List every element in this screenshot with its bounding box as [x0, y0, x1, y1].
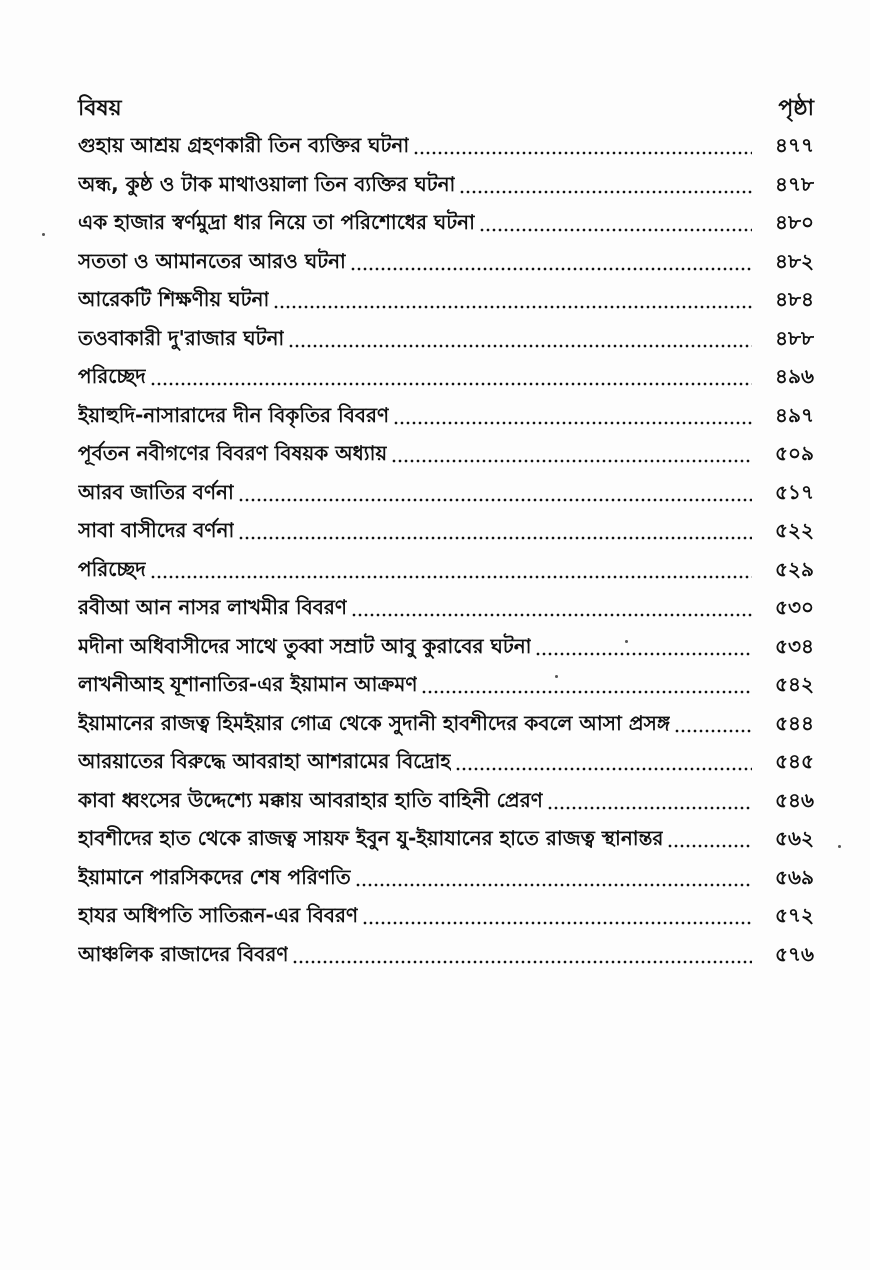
page-speck: [838, 845, 841, 848]
toc-entry-list: [78, 126, 814, 973]
toc-entry: [78, 627, 814, 666]
toc-entry: [78, 165, 814, 204]
dot-leader: [351, 613, 752, 617]
entry-title: পরিচ্ছেদ: [78, 364, 146, 388]
entry-page-number: ৪৮৮: [775, 325, 814, 350]
toc-entry: [78, 319, 814, 358]
entry-page-number: ৫৭৬: [775, 941, 814, 966]
entry-title: গুহায় আশ্রয় গ্রহণকারী তিন ব্যক্তির ঘটনা: [78, 133, 410, 157]
entry-title: সততা ও আমানতের আরও ঘটনা: [78, 248, 346, 273]
entry-page-number: ৫৬২: [775, 826, 814, 850]
dot-leader: [362, 921, 752, 925]
dot-leader: [355, 883, 752, 887]
entry-page-number: ৪৭৭: [775, 133, 814, 157]
toc-entry: [78, 742, 814, 781]
entry-title: আঞ্চলিক রাজাদের বিবরণ: [78, 941, 289, 966]
dot-leader: [350, 267, 752, 271]
entry-title: আরব জাতির বর্ণনা: [78, 479, 234, 504]
entry-page-number: ৫৩০: [775, 595, 814, 619]
dot-leader: [292, 960, 752, 964]
dot-leader: [535, 652, 752, 656]
entry-page-number: ৫১৭: [775, 479, 814, 504]
toc-entry: [78, 511, 814, 550]
dot-leader: [413, 151, 752, 155]
entry-page-number: ৪৮০: [775, 210, 814, 234]
entry-title: রবীআ আন নাসর লাখমীর বিবরণ: [78, 595, 347, 619]
entry-page-number: ৫৬৯: [775, 864, 814, 889]
entry-page-number: ৪৮৪: [775, 287, 814, 311]
toc-entry: [78, 704, 814, 743]
dot-leader: [150, 575, 752, 579]
dot-leader: [479, 228, 752, 232]
dot-leader: [238, 536, 752, 540]
entry-page-number: ৫৪৫: [775, 749, 814, 773]
entry-page-number: ৪৯৬: [775, 364, 814, 388]
entry-title: অন্ধ, কুষ্ঠ ও টাক মাথাওয়ালা তিন ব্যক্তির ঘটনা: [78, 171, 456, 196]
dot-leader: [459, 190, 752, 194]
entry-page-number: ৪৭৮: [775, 171, 814, 196]
entry-title: আরয়াতের বিরুদ্ধে আবরাহা আশরামের বিদ্রোহ: [78, 749, 451, 773]
toc-entry: [78, 434, 814, 473]
subject-column-heading: বিষয়: [78, 96, 122, 121]
toc-entry: [78, 280, 814, 319]
entry-page-number: ৫৩৪: [775, 633, 814, 658]
entry-title: পূর্বতন নবীগণের বিবরণ বিষয়ক অধ্যায়: [78, 441, 388, 465]
entry-title: কাবা ধ্বংসের উদ্দেশ্যে মক্কায় আবরাহার হাতি বাহিনী প্রেরণ: [78, 787, 543, 812]
entry-title: এক হাজার স্বর্ণমুদ্রা ধার নিয়ে তা পরিশোধের ঘটনা: [78, 210, 475, 234]
entry-page-number: ৫৪৪: [775, 710, 814, 735]
entry-page-number: ৫২৯: [775, 556, 814, 581]
entry-page-number: ৫০৯: [775, 441, 814, 465]
toc-entry: [78, 473, 814, 512]
entry-page-number: ৪৮২: [775, 248, 814, 273]
table-of-contents: [78, 92, 814, 973]
toc-entry: [78, 203, 814, 242]
toc-entry: [78, 896, 814, 935]
toc-entry: [78, 396, 814, 435]
toc-entry: [78, 357, 814, 396]
entry-page-number: ৫২২: [775, 518, 814, 542]
toc-entry: [78, 858, 814, 897]
entry-page-number: ৫৭২: [775, 903, 814, 927]
entry-title: ইয়াহুদি-নাসারাদের দীন বিকৃতির বিবরণ: [78, 402, 390, 427]
entry-title: ইয়ামানের রাজত্ব হিমইয়ার গোত্র থেকে সুদানী হাবশীদের কবলে আসা প্রসঙ্গ: [78, 710, 671, 735]
toc-header: [78, 92, 814, 126]
toc-entry: [78, 126, 814, 165]
entry-page-number: ৫৪৬: [775, 787, 814, 812]
dot-leader: [667, 844, 752, 848]
dot-leader: [393, 421, 752, 425]
page-column-heading: পৃষ্ঠা: [778, 96, 814, 121]
dot-leader: [288, 344, 752, 348]
entry-page-number: ৫৪২: [775, 672, 814, 696]
dot-leader: [391, 459, 752, 463]
entry-title: তওবাকারী দু'রাজার ঘটনা: [78, 325, 285, 350]
dot-leader: [150, 382, 752, 386]
entry-title: সাবা বাসীদের বর্ণনা: [78, 518, 235, 542]
dot-leader: [238, 498, 752, 502]
dot-leader: [455, 767, 752, 771]
toc-entry: [78, 819, 814, 858]
dot-leader: [674, 729, 752, 733]
toc-entry: [78, 935, 814, 974]
entry-title: ইয়ামানে পারসিকদের শেষ পরিণতি: [78, 864, 351, 889]
page-speck: [42, 233, 45, 236]
entry-page-number: ৪৯৭: [775, 402, 814, 427]
toc-entry: [78, 242, 814, 281]
toc-entry: [78, 588, 814, 627]
entry-title: আরেকটি শিক্ষণীয় ঘটনা: [78, 287, 270, 311]
toc-entry: [78, 781, 814, 820]
dot-leader: [547, 806, 752, 810]
toc-entry: [78, 550, 814, 589]
dot-leader: [421, 690, 752, 694]
toc-entry: [78, 665, 814, 704]
entry-title: লাখনীআহ যূশানাতির-এর ইয়ামান আক্রমণ: [78, 672, 418, 696]
entry-title: পরিচ্ছেদ: [78, 556, 146, 581]
dot-leader: [273, 305, 752, 309]
entry-title: মদীনা অধিবাসীদের সাথে তুব্বা সম্রাট আবু কুরাবের ঘটনা: [78, 633, 532, 658]
entry-title: হাবশীদের হাত থেকে রাজত্ব সায়ফ ইবুন যু-ইয়াযানের হাতে রাজত্ব স্থানান্তর: [78, 826, 664, 850]
entry-title: হাযর অধিপতি সাতিরূন-এর বিবরণ: [78, 903, 359, 927]
